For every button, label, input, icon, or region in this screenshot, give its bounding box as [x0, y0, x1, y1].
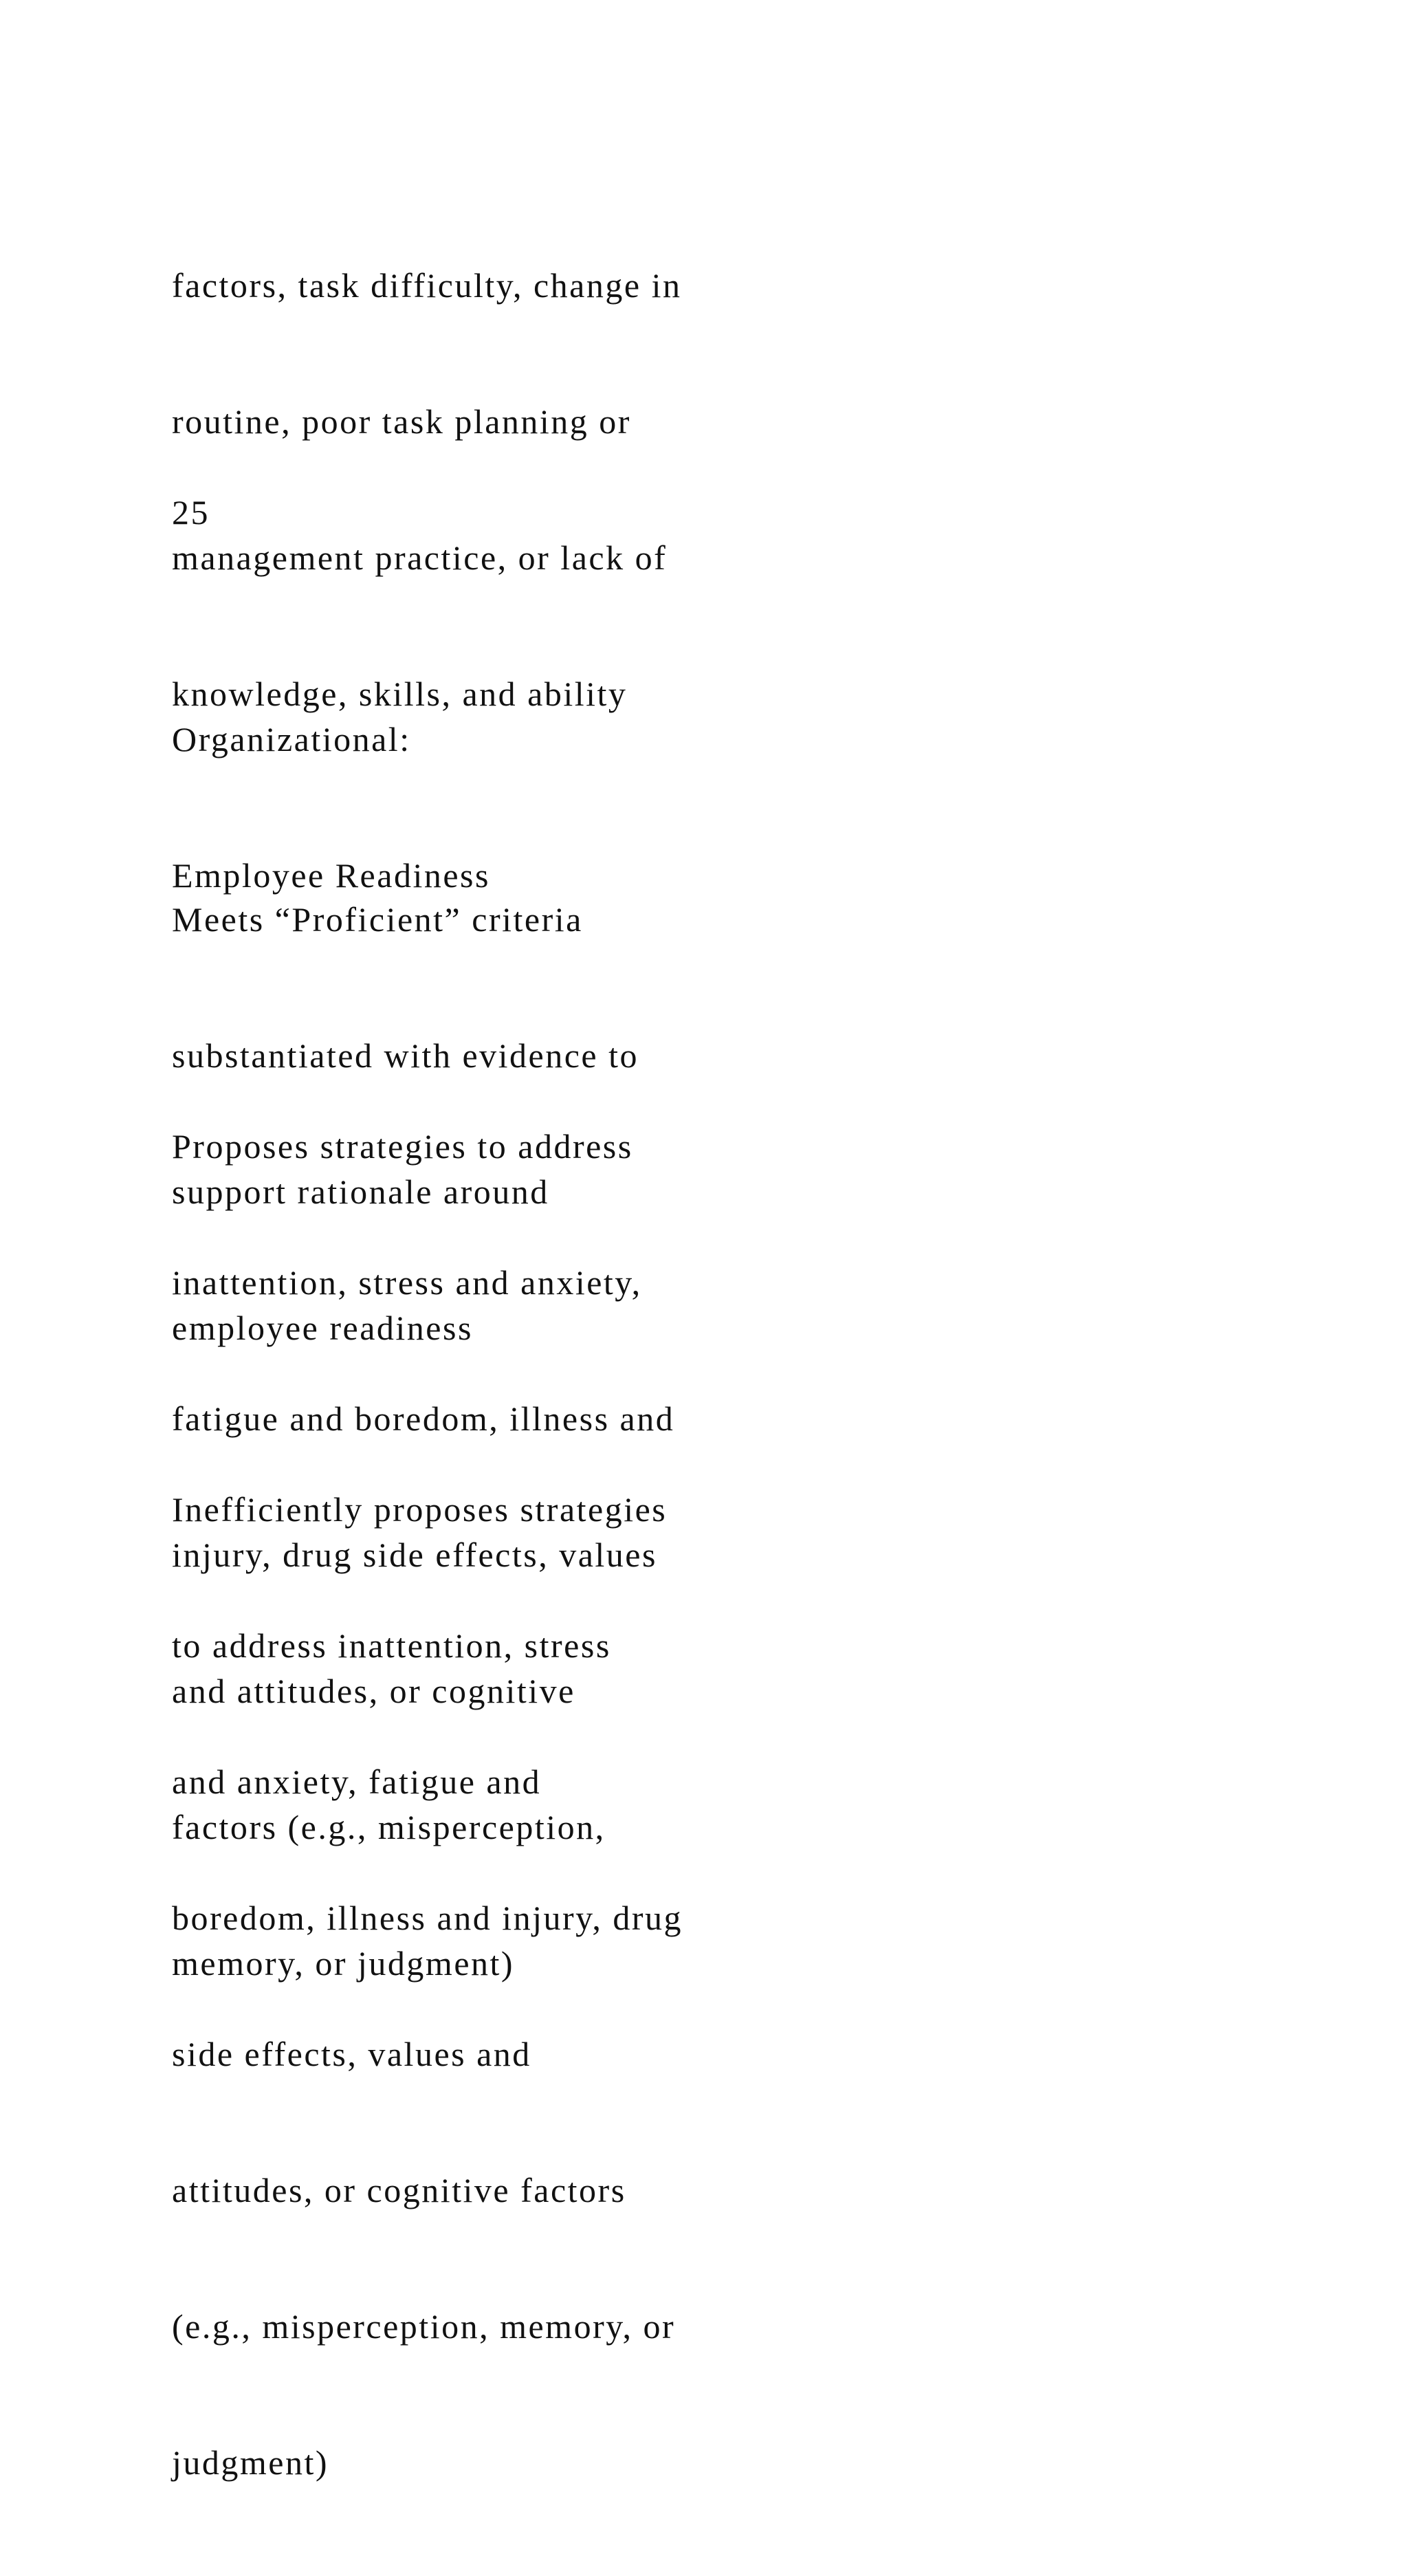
text-line: attitudes, or cognitive factors [172, 2171, 626, 2209]
text-line: inattention, stress and anxiety, [172, 1263, 642, 1302]
criterion-heading-line: Employee Readiness [172, 856, 490, 895]
text-line: injury, drug side effects, values [172, 1536, 657, 1574]
text-block-needs-improvement [172, 1396, 683, 2576]
criterion-heading-line: Organizational: [172, 720, 411, 758]
page-number-text: 25 [172, 493, 210, 532]
page-number [172, 399, 213, 626]
text-line: Inefficiently proposes strategies [172, 1490, 668, 1529]
text-line: to address inattention, stress [172, 1626, 611, 1665]
text-line: and anxiety, fatigue and [172, 1762, 542, 1801]
text-line: and attitudes, or cognitive [172, 1672, 575, 1710]
text-line: Proposes strategies to address [172, 1127, 633, 1166]
text-line: substantiated with evidence to [172, 1036, 639, 1075]
text-line: (e.g., misperception, memory, or [172, 2307, 676, 2346]
text-line: fatigue and boredom, illness and [172, 1399, 675, 1438]
text-line: judgment) [172, 2443, 329, 2482]
text-line: factors (e.g., misperception, [172, 1808, 606, 1846]
text-line: knowledge, skills, and ability [172, 675, 628, 713]
text-line: routine, poor task planning or [172, 402, 631, 441]
text-line: boredom, illness and injury, drug [172, 1899, 683, 1937]
text-line: Meets “Proficient” criteria [172, 900, 583, 939]
text-line: employee readiness [172, 1309, 473, 1347]
text-line: factors, task difficulty, change in [172, 266, 682, 305]
text-line: memory, or judgment) [172, 1944, 515, 1983]
text-line: support rationale around [172, 1172, 549, 1211]
text-line: side effects, values and [172, 2035, 531, 2073]
text-line: management practice, or lack of [172, 538, 668, 577]
